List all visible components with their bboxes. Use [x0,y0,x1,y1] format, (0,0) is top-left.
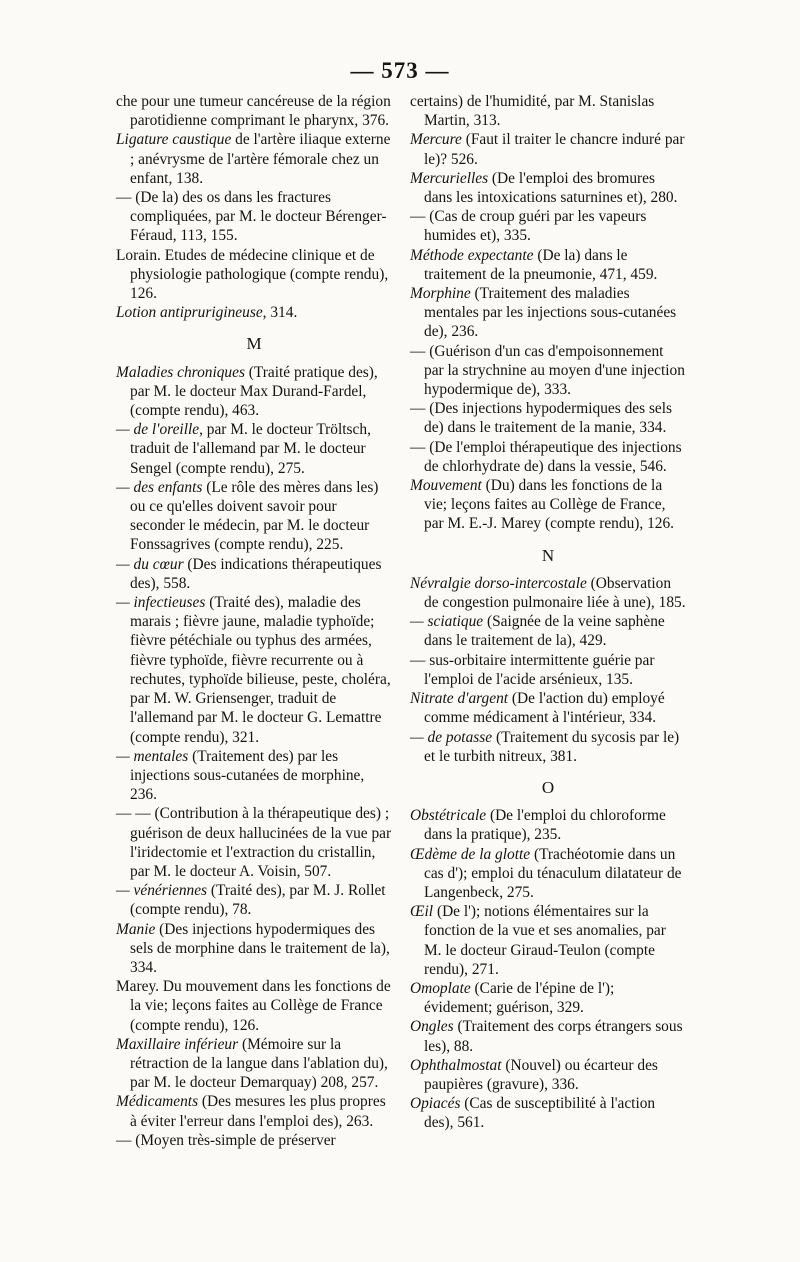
entry-text: (Cas de susceptibilité à l'action des), 561. [424,1095,656,1132]
entry-term: Ligature caustique [116,131,232,149]
index-entry [116,1131,392,1150]
entry-term: Ongles [410,1018,454,1036]
index-entry [116,881,392,919]
entry-text: — (De l'emploi thérapeutique des injections de chlorhydrate de) dans la vessie, 546. [410,438,682,475]
index-entry [410,728,686,766]
entry-text: (Nouvel) ou écarteur des paupières (gravure), 336. [424,1056,658,1093]
entry-term: — infectieuses [116,594,206,612]
entry-text: (Traitement des) par les injections sous-cutanées de morphine, 236. [130,747,365,804]
entry-text: (Traitement des maladies mentales par les injections sous-cutanées de), 236. [424,285,677,341]
entry-term: Manie [116,920,156,938]
index-entry [116,920,392,978]
index-entry [410,438,686,476]
right-column [410,92,686,1133]
entry-text: (Des mesures les plus propres à éviter l'erreur dans l'emploi des), 263. [130,1093,386,1130]
index-entry [116,555,392,593]
entry-text: certains) de l'humidité, par M. Stanislas Martin, 313. [410,93,655,130]
entry-term: Morphine [410,285,471,303]
entry-text: (Faut il traiter le chancre induré par le)? 526. [424,131,685,168]
entry-text: (Traité des), maladie des marais ; fièvre jaune, maladie typhoïde; fièvre pétéchiale ou typhus des armées, fièvre typhoïde, fièvre recurrente ou à rechutes, typhoïde bilieuse, peste, choléra, par M. W. Griensenger, traduit de l'allemand par M. le docteur G. Lemattre (compte rendu), 321. [130,594,391,746]
entry-text: (Traitement des corps étrangers sous les), 88. [424,1018,683,1055]
entry-text: (De l'action du) employé comme médicament à l'intérieur, 334. [424,690,665,727]
index-entry [116,593,392,747]
page-number: — 573 — [350,58,450,83]
entry-text: (Observation de congestion pulmonaire liée à une), 185. [424,574,686,612]
index-entry [116,1092,392,1130]
entry-text: (De l'emploi du chloroforme dans la pratique), 235. [424,807,666,844]
entry-term: Lotion antiprurigineuse [116,304,263,322]
index-entry [410,246,686,284]
entry-text: — (Des injections hypodermiques des sels de) dans le traitement de la manie, 334. [410,400,673,437]
entry-text: , par M. le docteur Tröltsch, traduit de l'allemand par M. le docteur Sengel (compte rendu), 275. [130,421,371,477]
index-entry [410,1017,686,1055]
entry-text: — (Moyen très-simple de préserver [116,1131,336,1149]
index-entry [116,1035,392,1093]
entry-term: Mercure [410,131,462,149]
entry-text: (Saignée de la veine saphène dans le traitement de la), 429. [424,613,665,650]
entry-term: Œdème de la glotte [410,845,531,863]
index-entry [410,612,686,650]
index-entry [116,420,392,478]
index-entry [116,303,392,322]
entry-term: Nitrate d'argent [410,690,509,708]
entry-term: Médicaments [116,1093,199,1111]
entry-text: (Le rôle des mères dans les) ou ce qu'elles doivent savoir pour seconder le médecin, par M. le docteur Fonssagrives (compte rendu), 225. [130,478,379,554]
entry-term: Ophthalmostat [410,1056,502,1074]
entry-term: — de potasse [410,728,493,746]
entry-text: (Des indications thérapeutiques des), 558. [130,555,382,592]
entry-text: (De l'); notions élémentaires sur la fonction de la vue et ses anomalies, par M. le docteur Giraud-Teulon (compte rendu), 271. [424,903,666,978]
entry-term: — de l'oreille [116,421,200,439]
index-entry [410,845,686,903]
entry-term: Mercurielles [410,169,489,187]
entry-text: , 314. [262,304,298,322]
entry-text: (Traité pratique des), par M. le docteur Max Durand-Fardel, (compte rendu), 463. [130,363,378,420]
index-entry [410,169,686,207]
index-entry [410,574,686,612]
index-entry [116,478,392,555]
index-entry [410,1094,686,1132]
index-entry [410,1056,686,1094]
entry-text: (Des injections hypodermiques des sels de morphine dans le traitement de la), 334. [130,920,390,976]
entry-text: — (Guérison d'un cas d'empoisonnement par la strychnine au moyen d'une injection hypodermique de), 333. [410,342,685,399]
index-entry [116,363,392,421]
entry-term: — des enfants [116,478,203,496]
index-entry [116,246,392,304]
entry-term: Opiacés [410,1095,461,1113]
entry-term: Méthode expectante [410,246,534,264]
index-entry [410,284,686,342]
index-entry [410,130,686,168]
entry-term: — mentales [116,747,189,765]
index-entry [410,806,686,844]
index-entry [410,92,686,130]
index-entry [116,188,392,246]
entry-text: (Trachéotomie dans un cas d'); emploi du ténaculum dilatateur de Langenbeck, 275. [424,845,682,901]
section-letter-heading: M [246,334,262,354]
left-column [116,92,392,1150]
entry-text: che pour une tumeur cancéreuse de la région parotidienne comprimant le pharynx, 376. [116,93,391,130]
index-entry [116,804,392,881]
index-entry [410,979,686,1017]
index-entry [410,902,686,979]
entry-term: Névralgie dorso-intercostale [410,574,587,592]
section-letter-heading: O [541,777,555,797]
entry-term: — sciatique [410,613,484,631]
index-entry [116,130,392,188]
entry-text: (De la) dans le traitement de la pneumonie, 471, 459. [424,246,658,283]
entry-text: Marey. Du mouvement dans les fonctions de la vie; leçons faites au Collège de France (compte rendu), 126. [116,978,391,1034]
index-entry [116,92,392,130]
index-entry [116,747,392,805]
entry-term: — du cœur [116,555,184,573]
entry-text: — — (Contribution à la thérapeutique des) ; guérison de deux hallucinées de la vue par l'iridectomie et l'extraction du cristallin, par M. le docteur A. Voisin, 507. [116,805,392,880]
index-entry [410,399,686,437]
entry-term: — vénériennes [116,882,208,900]
entry-text: — (De la) des os dans les fractures compliquées, par M. le docteur Bérenger-Féraud, 113, 155. [116,189,387,245]
entry-term: Omoplate [410,979,471,997]
entry-term: Œil [410,903,434,921]
entry-text: (Du) dans les fonctions de la vie; leçons faites au Collège de France, par M. E.-J. Marey (compte rendu), 126. [424,477,675,533]
index-entry [116,977,392,1035]
entry-term: Obstétricale [410,807,487,825]
entry-text: de l'artère iliaque externe ; anévrysme de l'artère fémorale chez un enfant, 138. [130,131,391,187]
entry-term: Mouvement [410,477,482,495]
entry-term: Maxillaire inférieur [116,1035,239,1053]
entry-text: (De l'emploi des bromures dans les intoxications saturnines et), 280. [424,169,678,207]
index-entry [410,689,686,727]
section-letter-heading: N [541,545,555,565]
index-entry [410,207,686,245]
entry-text: (Mémoire sur la rétraction de la langue dans l'ablation du), par M. le docteur Demarquay) 208, 257. [130,1035,388,1092]
entry-text: Lorain. Etudes de médecine clinique et de physiologie pathologique (compte rendu), 126. [116,246,389,303]
index-entry [410,651,686,689]
entry-text: — sus-orbitaire intermittente guérie par l'emploi de l'acide arsénieux, 135. [410,651,655,688]
index-entry [410,342,686,400]
entry-text: (Carie de l'épine de l'); évidement; guérison, 329. [424,979,615,1017]
entry-text: (Traité des), par M. J. Rollet (compte rendu), 78. [130,882,386,919]
entry-text: (Traitement du sycosis par le) et le turbith nitreux, 381. [424,728,680,765]
index-entry [410,476,686,534]
entry-term: Maladies chroniques [116,363,245,381]
entry-text: — (Cas de croup guéri par les vapeurs humides et), 335. [410,208,647,245]
